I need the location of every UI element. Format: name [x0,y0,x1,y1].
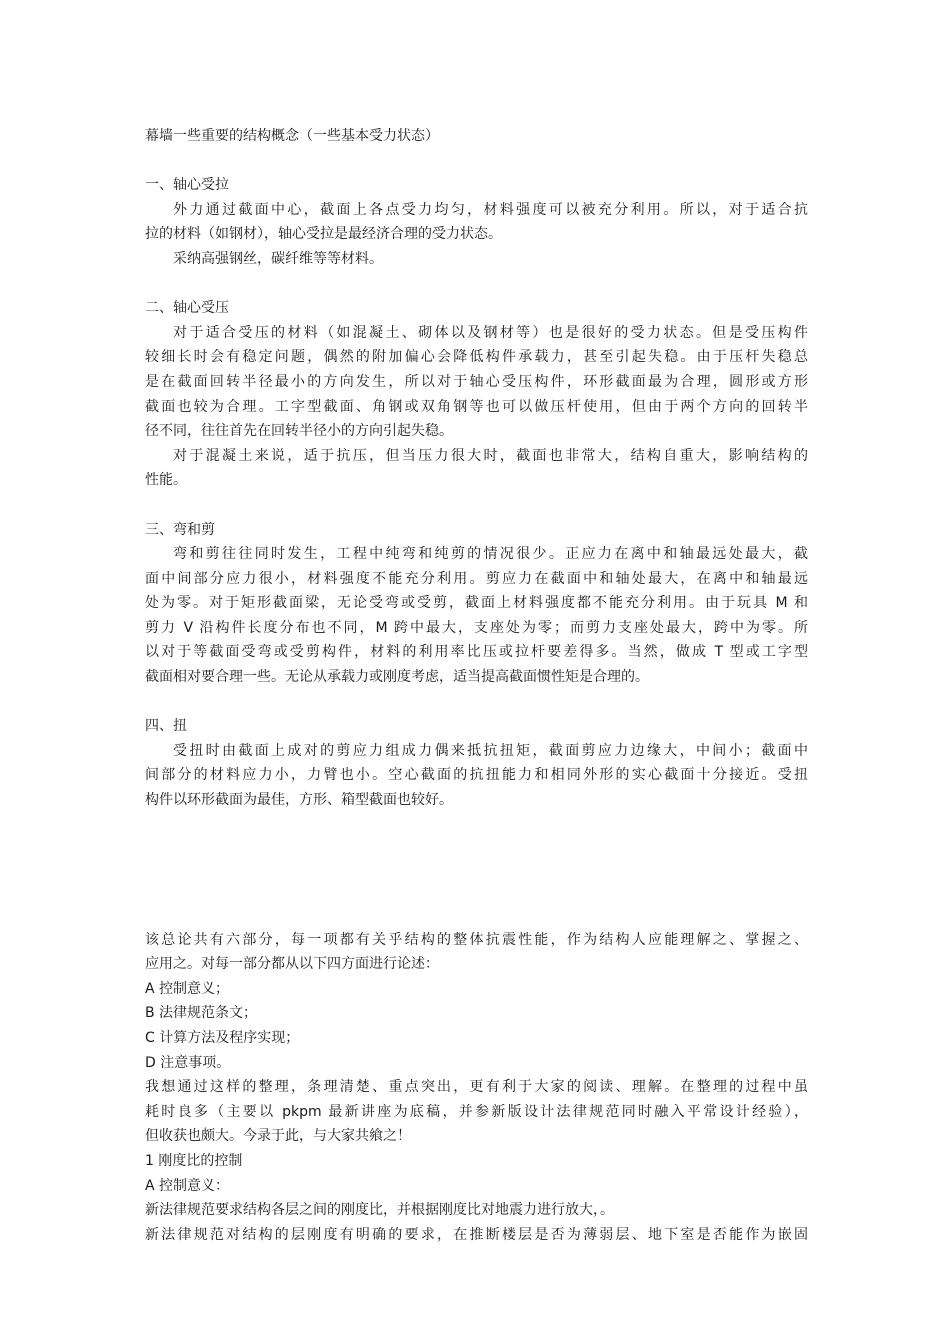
spacer [145,879,808,928]
part2-intro-line-2: 应用之。对每一部分都从以下四方面进行论述： [145,956,439,973]
section-1-para-2: 采纳高强钢丝，碳纤维等等材料。 [173,250,383,267]
spacer [145,272,808,297]
part2-intro-line-1: 该总论共有六部分，每一项都有关乎结构的整体抗震性能，作为结构人应能理解之、掌握之、 [145,931,808,948]
section-1-para-1-line-1: 外力通过截面中心，截面上各点受力均匀，材料强度可以被充分利用。所以，对于适合抗 [173,201,808,218]
list-item: A 控制意义； [145,980,230,997]
section-2-heading: 二、轴心受压 [145,300,229,317]
subheading-control-meaning: A 控制意义： [145,1177,230,1194]
section-2-para-2-line-1: 对于混凝土来说，适于抗压，但当压力很大时，截面也非常大，结构自重大，影响结构的 [173,447,808,464]
section-2-para-1-line-2: 较细长时会有稳定问题，偶然的附加偏心会降低构件承载力，甚至引起失稳。由于压杆失稳总 [145,349,808,366]
section-3-para-1-line-2: 面中间部分应力很小，材料强度不能充分利用。剪应力在截面中和轴处最大，在离中和轴最远 [145,570,808,587]
section-3-para-1-line-5: 以对于等截面受弯或受剪构件，材料的利用率比压或拉杆要差得多。当然，做成 T 型或工字型 [145,644,808,661]
section-4-heading: 四、扭 [145,718,187,735]
section-3-para-1-line-4: 剪力 V 沿构件长度分布也不同，M 跨中最大，支座处为零；而剪力支座处最大，跨中为零。所 [145,619,808,636]
spacer [145,149,808,174]
spacer [145,493,808,518]
section-2-para-1-line-4: 截面也较为合理。工字型截面、角钢或双角钢等也可以做压杆使用，但由于两个方向的回转半 [145,398,808,415]
section-4-para-1-line-1: 受扭时由截面上成对的剪应力组成力偶来抵抗扭矩，截面剪应力边缘大，中间小；截面中 [173,742,808,759]
section-3-para-1-line-1: 弯和剪往往同时发生，工程中纯弯和纯剪的情况很少。正应力在离中和轴最远处最大，截 [173,546,808,563]
section-4-para-1-line-3: 构件以环形截面为最佳，方形、箱型截面也较好。 [145,792,453,809]
section-4-para-1-line-2: 间部分的材料应力小，力臂也小。空心截面的抗扭能力和相同外形的实心截面十分接近。受扭 [145,767,808,784]
stiffness-line-1: 新法律规范要求结构各层之间的刚度比，并根据刚度比对地震力进行放大，。 [145,1202,614,1219]
section-1-heading: 一、轴心受拉 [145,177,229,194]
section-2-para-1-line-5: 径不同，往往首先在回转半径小的方向引起失稳。 [145,423,453,440]
part2-para-line-2: 耗时良多（主要以 pkpm 最新讲座为底稿，并参新版设计法律规范同时融入平常设计经验）， [145,1103,808,1120]
section-3-heading: 三、弯和剪 [145,521,215,538]
section-2-para-1-line-1: 对于适合受压的材料（如混凝土、砌体以及钢材等）也是很好的受力状态。但是受压构件 [173,324,808,341]
section-heading-stiffness: 1 刚度比的控制 [145,1152,243,1169]
list-item: D 注意事项。 [145,1054,231,1071]
section-1-para-1-line-2: 拉的材料（如钢材），轴心受拉是最经济合理的受力状态。 [145,226,502,243]
section-2-para-1-line-3: 是在截面回转半径最小的方向发生，所以对于轴心受压构件，环形截面最为合理，圆形或方形 [145,373,808,390]
spacer [145,690,808,715]
section-3-para-1-line-3: 处为零。对于矩形截面梁，无论受弯或受剪，截面上材料强度都不能充分利用。由于玩具 M 和 [145,595,808,612]
part2-para-line-3: 但收获也颇大。今录于此，与大家共飨之！ [145,1128,411,1145]
list-item: C 计算方法及程序实现； [145,1030,300,1046]
document-body [145,124,808,1247]
stiffness-line-2: 新法律规范对结构的层刚度有明确的要求，在推断楼层是否为薄弱层、地下室是否能作为嵌固 [145,1226,808,1243]
list-item: B 法律规范条文； [145,1005,258,1022]
spacer [145,813,808,879]
part2-para-line-1: 我想通过这样的整理，条理清楚、重点突出，更有利于大家的阅读、理解。在整理的过程中虽 [145,1079,808,1096]
section-3-para-1-line-6: 截面相对要合理一些。无论从承载力或刚度考虑，适当提高截面惯性矩是合理的。 [145,669,649,686]
section-2-para-2-line-2: 性能。 [145,472,187,489]
document-title: 幕墙一些重要的结构概念（一些基本受力状态） [145,128,439,144]
